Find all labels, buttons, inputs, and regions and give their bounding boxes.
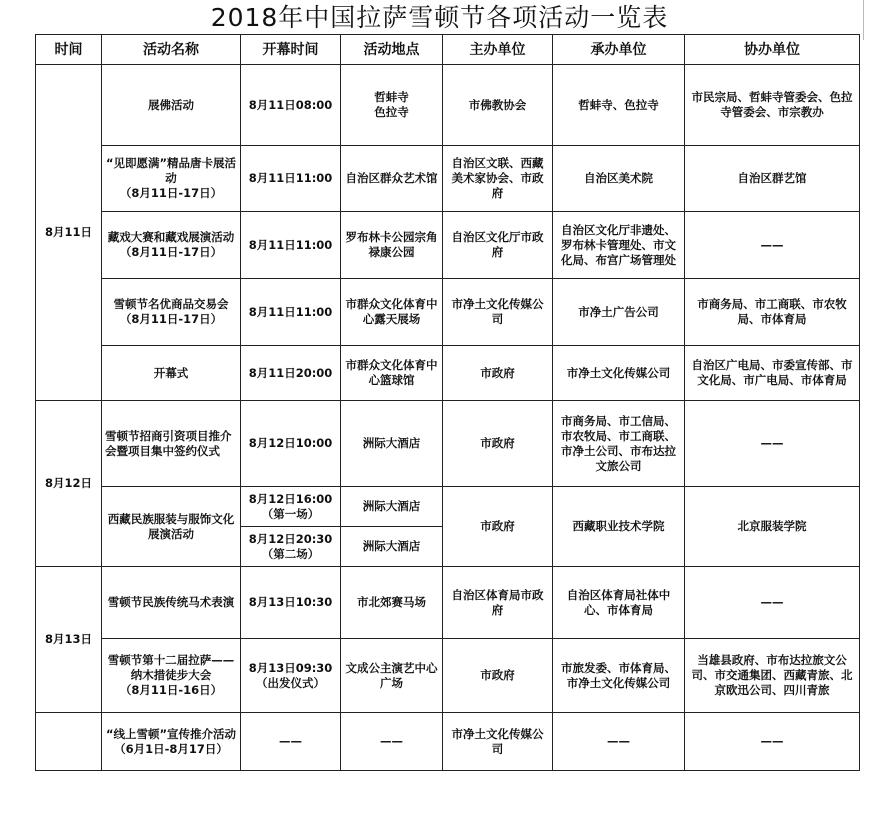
organizer-cell: 西藏职业技术学院 xyxy=(553,487,685,567)
header-organizer: 承办单位 xyxy=(553,35,685,65)
co-organizer-cell: 市商务局、市工商联、市农牧局、市体育局 xyxy=(685,279,860,346)
opening-time-cell: —— xyxy=(241,713,341,771)
host-cell: 市净土文化传媒公司 xyxy=(443,713,553,771)
activity-name-cell: “线上雪顿”宣传推介活动 （6月1日-8月17日） xyxy=(102,713,241,771)
organizer-cell: 市净土文化传媒公司 xyxy=(553,346,685,401)
header-activity-name: 活动名称 xyxy=(102,35,241,65)
host-cell: 市政府 xyxy=(443,401,553,487)
opening-time-cell: 8月11日11:00 xyxy=(241,146,341,212)
organizer-cell: 哲蚌寺、色拉寺 xyxy=(553,65,685,146)
co-organizer-cell: 自治区群艺馆 xyxy=(685,146,860,212)
table-row xyxy=(36,713,860,771)
activity-name-cell: 展佛活动 xyxy=(102,65,241,146)
date-cell-empty xyxy=(36,713,102,771)
opening-time-cell: 8月13日09:30 （出发仪式） xyxy=(241,639,341,713)
header-co-organizer: 协办单位 xyxy=(685,35,860,65)
table-row xyxy=(36,65,860,146)
venue-cell: —— xyxy=(341,713,443,771)
table-row xyxy=(36,346,860,401)
table-row xyxy=(36,567,860,639)
opening-time-cell: 8月11日11:00 xyxy=(241,212,341,279)
date-cell-aug13: 8月13日 xyxy=(36,567,102,713)
activity-name-cell: 西藏民族服装与服饰文化展演活动 xyxy=(102,487,241,567)
opening-time-cell: 8月12日16:00 （第一场） xyxy=(241,487,341,527)
date-cell-aug12: 8月12日 xyxy=(36,401,102,567)
venue-cell: 市群众文化体育中心篮球馆 xyxy=(341,346,443,401)
co-organizer-cell: —— xyxy=(685,713,860,771)
date-cell-aug11: 8月11日 xyxy=(36,65,102,401)
header-time: 时间 xyxy=(36,35,102,65)
table-row xyxy=(36,146,860,212)
activity-name-cell: “见即愿满”精品唐卡展活动 （8月11日-17日） xyxy=(102,146,241,212)
organizer-cell: 市旅发委、市体育局、市净土文化传媒公司 xyxy=(553,639,685,713)
header-venue: 活动地点 xyxy=(341,35,443,65)
host-cell: 市政府 xyxy=(443,639,553,713)
co-organizer-cell: —— xyxy=(685,212,860,279)
scan-edge-line xyxy=(863,0,864,40)
host-cell: 自治区体育局市政府 xyxy=(443,567,553,639)
host-cell: 市政府 xyxy=(443,346,553,401)
opening-time-cell: 8月11日08:00 xyxy=(241,65,341,146)
table-row xyxy=(36,639,860,713)
organizer-cell: 自治区体育局社体中心、市体育局 xyxy=(553,567,685,639)
header-row xyxy=(36,35,860,65)
activity-name-cell: 藏戏大赛和藏戏展演活动 （8月11日-17日） xyxy=(102,212,241,279)
activity-name-cell: 雪顿节名优商品交易会 （8月11日-17日） xyxy=(102,279,241,346)
co-organizer-cell: 北京服装学院 xyxy=(685,487,860,567)
table-row xyxy=(36,487,860,527)
venue-cell: 洲际大酒店 xyxy=(341,527,443,567)
opening-time-cell: 8月13日10:30 xyxy=(241,567,341,639)
host-cell: 市政府 xyxy=(443,487,553,567)
header-host: 主办单位 xyxy=(443,35,553,65)
venue-cell: 市群众文化体育中心露天展场 xyxy=(341,279,443,346)
host-cell: 市净土文化传媒公司 xyxy=(443,279,553,346)
venue-cell: 市北郊赛马场 xyxy=(341,567,443,639)
venue-cell: 洲际大酒店 xyxy=(341,401,443,487)
co-organizer-cell: 市民宗局、哲蚌寺管委会、色拉寺管委会、市宗教办 xyxy=(685,65,860,146)
activity-schedule-table xyxy=(35,34,860,771)
co-organizer-cell: —— xyxy=(685,567,860,639)
activity-name-cell: 开幕式 xyxy=(102,346,241,401)
co-organizer-cell: —— xyxy=(685,401,860,487)
activity-name-cell: 雪顿节民族传统马术表演 xyxy=(102,567,241,639)
page-title: 2018年中国拉萨雪顿节各项活动一览表 xyxy=(210,3,669,32)
organizer-cell: 市商务局、市工信局、市农牧局、市工商联、市净土公司、市布达拉文旅公司 xyxy=(553,401,685,487)
activity-name-cell: 雪顿节第十二届拉萨——纳木措徒步大会 （8月11日-16日） xyxy=(102,639,241,713)
opening-time-cell: 8月12日10:00 xyxy=(241,401,341,487)
organizer-cell: 自治区文化厅非遗处、罗布林卡管理处、市文化局、布宫广场管理处 xyxy=(553,212,685,279)
opening-time-cell: 8月11日11:00 xyxy=(241,279,341,346)
venue-cell: 哲蚌寺 色拉寺 xyxy=(341,65,443,146)
organizer-cell: 市净土广告公司 xyxy=(553,279,685,346)
venue-cell: 罗布林卡公园宗角禄康公园 xyxy=(341,212,443,279)
host-cell: 自治区文化厅市政府 xyxy=(443,212,553,279)
co-organizer-cell: 自治区广电局、市委宣传部、市文化局、市广电局、市体育局 xyxy=(685,346,860,401)
table-row xyxy=(36,401,860,487)
co-organizer-cell: 当雄县政府、市布达拉旅文公司、市交通集团、西藏青旅、北京欧迅公司、四川青旅 xyxy=(685,639,860,713)
venue-cell: 文成公主演艺中心广场 xyxy=(341,639,443,713)
venue-cell: 自治区群众艺术馆 xyxy=(341,146,443,212)
activity-name-cell: 雪顿节招商引资项目推介会暨项目集中签约仪式 xyxy=(102,401,241,487)
table-row xyxy=(36,279,860,346)
venue-cell: 洲际大酒店 xyxy=(341,487,443,527)
opening-time-cell: 8月11日20:00 xyxy=(241,346,341,401)
organizer-cell: 自治区美术院 xyxy=(553,146,685,212)
host-cell: 自治区文联、西藏美术家协会、市政府 xyxy=(443,146,553,212)
header-opening-time: 开幕时间 xyxy=(241,35,341,65)
opening-time-cell: 8月12日20:30 （第二场） xyxy=(241,527,341,567)
organizer-cell: —— xyxy=(553,713,685,771)
table-row xyxy=(36,212,860,279)
host-cell: 市佛教协会 xyxy=(443,65,553,146)
